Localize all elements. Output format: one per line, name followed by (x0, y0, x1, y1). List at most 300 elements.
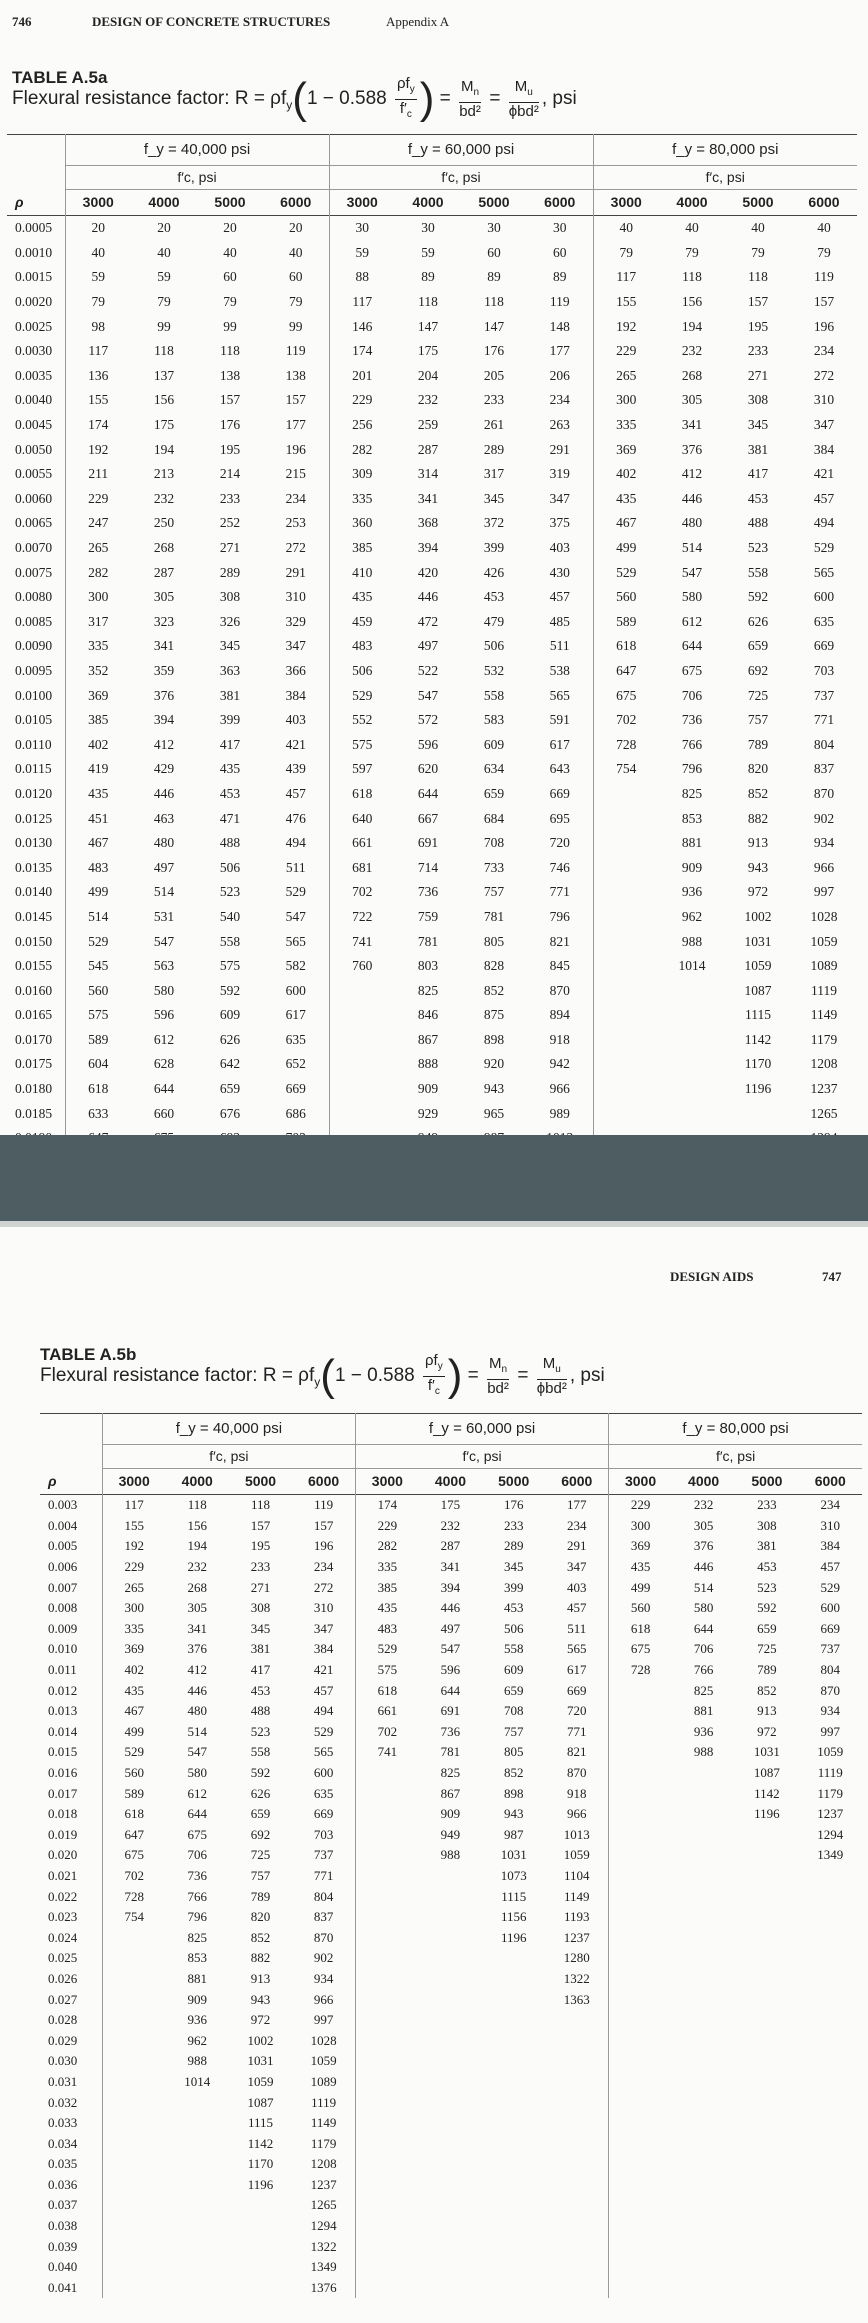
value-cell: 272 (813, 367, 835, 383)
value-cell (609, 2257, 672, 2278)
value-cell: 174 (65, 413, 131, 438)
value-cell (799, 1948, 862, 1969)
value-cell: 59 (157, 269, 171, 285)
table-row (40, 1845, 862, 1866)
value-cell: 157 (250, 1517, 271, 1533)
value-cell (229, 2216, 292, 2237)
value-cell (609, 1804, 672, 1825)
value-cell (166, 2216, 229, 2237)
value-cell: 446 (681, 490, 703, 506)
value-cell: 347 (313, 1620, 334, 1636)
value-cell: 514 (681, 540, 703, 556)
table-row (40, 2133, 862, 2154)
value-cell: 479 (483, 613, 505, 629)
value-cell: 1028 (310, 2032, 337, 2048)
rho-cell: 0.032 (48, 2094, 78, 2110)
value-cell: 949 (440, 1826, 461, 1842)
value-cell (419, 2278, 482, 2299)
value-cell: 118 (682, 269, 702, 285)
value-cell (355, 1804, 418, 1825)
value-cell (355, 2257, 418, 2278)
value-cell: 771 (567, 1723, 587, 1739)
value-cell: 1031 (753, 1744, 780, 1760)
value-cell (659, 1052, 725, 1077)
caption-text: Flexural resistance factor: (40, 1365, 258, 1387)
value-cell: 319 (549, 466, 570, 482)
value-cell (419, 2257, 482, 2278)
table-row (7, 265, 857, 290)
value-cell: 596 (417, 736, 439, 752)
value-cell: 675 (102, 1845, 165, 1866)
value-cell: 457 (313, 1682, 334, 1698)
value-cell: 289 (219, 564, 241, 580)
value-cell: 229 (609, 1495, 672, 1516)
value-cell: 233 (219, 490, 241, 506)
value-cell (355, 2195, 418, 2216)
value-cell: 287 (417, 441, 439, 457)
value-cell: 40 (685, 220, 699, 236)
value-cell: 335 (65, 634, 131, 659)
value-cell: 669 (285, 1081, 306, 1097)
value-cell (419, 2092, 482, 2113)
rho-cell: 0.0020 (15, 294, 53, 310)
value-cell: 335 (329, 487, 395, 512)
value-cell (102, 2154, 165, 2175)
value-cell (482, 2175, 545, 2196)
value-cell: 232 (440, 1517, 461, 1533)
value-cell: 676 (219, 1105, 241, 1121)
table-row (7, 831, 857, 856)
value-cell: 600 (813, 589, 835, 605)
table-row (7, 290, 857, 315)
value-cell (102, 2092, 165, 2113)
value-cell: 412 (153, 736, 175, 752)
value-cell: 1179 (310, 2135, 337, 2151)
rho-cell: 0.019 (48, 1826, 78, 1842)
value-cell: 426 (483, 564, 505, 580)
value-cell: 497 (153, 859, 175, 875)
table-row (7, 880, 857, 905)
table-row (40, 1742, 862, 1763)
value-cell: 529 (820, 1579, 841, 1595)
value-cell: 229 (65, 487, 131, 512)
value-cell: 1196 (500, 1929, 527, 1945)
table-row (40, 2257, 862, 2278)
value-cell: 40 (65, 241, 131, 266)
value-cell (166, 2092, 229, 2113)
value-cell: 684 (483, 810, 505, 826)
value-cell: 310 (813, 392, 835, 408)
value-cell: 618 (355, 1680, 418, 1701)
value-cell: 345 (219, 638, 241, 654)
value-cell (735, 1927, 798, 1948)
value-cell: 635 (285, 1031, 306, 1047)
value-cell (799, 2195, 862, 2216)
value-cell: 215 (285, 466, 306, 482)
rho-cell: 0.0065 (15, 515, 53, 531)
rho-cell: 0.007 (48, 1579, 78, 1595)
value-cell: 565 (285, 933, 306, 949)
value-cell: 514 (693, 1579, 714, 1595)
value-cell: 369 (65, 683, 131, 708)
value-cell (419, 1969, 482, 1990)
value-cell: 20 (223, 220, 237, 236)
value-cell: 789 (757, 1662, 777, 1678)
value-cell: 966 (567, 1806, 587, 1822)
value-cell: 659 (757, 1620, 777, 1636)
value-cell: 1087 (744, 982, 772, 998)
table-row (40, 1680, 862, 1701)
value-cell: 852 (747, 785, 769, 801)
value-cell (672, 2195, 735, 2216)
value-cell: 40 (289, 244, 303, 260)
value-cell: 476 (285, 810, 306, 826)
value-cell (482, 2010, 545, 2031)
value-cell (735, 2216, 798, 2237)
rho-cell: 0.0180 (15, 1081, 53, 1097)
table-row (40, 1969, 862, 1990)
value-cell (545, 2113, 608, 2134)
value-cell: 1349 (817, 1847, 844, 1863)
value-cell: 376 (693, 1538, 714, 1554)
value-cell: 287 (153, 564, 175, 580)
value-cell (355, 1783, 418, 1804)
rho-cell: 0.0115 (15, 761, 52, 777)
value-cell (355, 2030, 418, 2051)
value-cell: 511 (549, 638, 570, 654)
value-cell: 376 (681, 441, 703, 457)
value-cell: 771 (313, 1867, 334, 1883)
value-cell: 870 (567, 1765, 587, 1781)
frac-mu-phibd2: $\frac{M_u}{\text{ϕbd²}}$ (508, 77, 539, 120)
value-cell (545, 2154, 608, 2175)
value-cell (482, 2133, 545, 2154)
value-cell: 417 (747, 466, 769, 482)
value-cell: 265 (102, 1577, 165, 1598)
value-cell: 702 (102, 1866, 165, 1887)
value-cell: 728 (593, 732, 659, 757)
value-cell (166, 2195, 229, 2216)
value-cell (355, 2072, 418, 2093)
value-cell (593, 806, 659, 831)
table-row (7, 1101, 857, 1126)
value-cell: 157 (313, 1517, 334, 1533)
value-cell (355, 2175, 418, 2196)
value-cell: 825 (693, 1682, 714, 1698)
value-cell: 335 (355, 1557, 418, 1578)
value-cell (593, 1077, 659, 1102)
value-cell: 467 (593, 511, 659, 536)
table-a5b (40, 1413, 862, 2298)
page-divider (0, 1135, 868, 1227)
value-cell: 213 (153, 466, 175, 482)
table-row (40, 2195, 862, 2216)
value-cell: 412 (187, 1662, 207, 1678)
value-cell: 435 (102, 1680, 165, 1701)
value-cell (799, 2257, 862, 2278)
value-cell: 592 (250, 1765, 271, 1781)
value-cell (329, 978, 395, 1003)
value-cell (799, 1886, 862, 1907)
value-cell (659, 1003, 725, 1028)
table-row (7, 364, 857, 389)
value-cell: 902 (313, 1950, 334, 1966)
rho-cell: 0.0030 (15, 343, 53, 359)
value-cell: 506 (329, 659, 395, 684)
value-cell: 821 (567, 1744, 587, 1760)
value-cell: 820 (747, 761, 769, 777)
value-cell (735, 1825, 798, 1846)
value-cell (545, 2092, 608, 2113)
value-cell: 300 (609, 1516, 672, 1537)
value-cell: 913 (757, 1703, 777, 1719)
value-cell (419, 2154, 482, 2175)
table-row (7, 241, 857, 266)
value-cell: 565 (313, 1744, 334, 1760)
value-cell: 580 (187, 1765, 207, 1781)
value-cell: 229 (329, 388, 395, 413)
value-cell: 156 (153, 392, 175, 408)
value-cell: 506 (219, 859, 241, 875)
value-cell (482, 2092, 545, 2113)
value-cell: 737 (813, 687, 835, 703)
value-cell: 204 (417, 367, 439, 383)
value-cell: 300 (593, 388, 659, 413)
table-row (40, 1516, 862, 1537)
rho-cell: 0.036 (48, 2176, 78, 2192)
value-cell: 644 (153, 1081, 175, 1097)
rho-cell: 0.030 (48, 2053, 78, 2069)
value-cell: 669 (549, 785, 570, 801)
value-cell: 30 (487, 220, 501, 236)
value-cell: 565 (549, 687, 570, 703)
value-cell: 661 (355, 1701, 418, 1722)
formula-one-minus: 1 − 0.588 (306, 88, 387, 110)
page-747 (0, 1227, 868, 2323)
table-label: TABLE A.5a (12, 68, 108, 87)
value-cell: 580 (153, 982, 175, 998)
table-row (7, 339, 857, 364)
value-cell: 289 (483, 441, 505, 457)
table-row (40, 2216, 862, 2237)
value-cell: 1073 (500, 1867, 527, 1883)
table-row (7, 954, 857, 979)
value-cell (609, 1866, 672, 1887)
value-cell: 804 (313, 1888, 334, 1904)
value-cell: 137 (153, 367, 175, 383)
fc-value-header: 5000 (478, 194, 510, 211)
value-cell (659, 1077, 725, 1102)
value-cell: 399 (483, 540, 505, 556)
value-cell: 453 (757, 1559, 777, 1575)
value-cell: 176 (483, 343, 505, 359)
value-cell (102, 2072, 165, 2093)
rho-cell: 0.0075 (15, 564, 53, 580)
value-cell (609, 2113, 672, 2134)
value-cell: 943 (747, 859, 769, 875)
value-cell: 820 (250, 1909, 271, 1925)
value-cell: 972 (747, 884, 769, 900)
rho-cell: 0.039 (48, 2238, 78, 2254)
value-cell: 692 (250, 1826, 271, 1842)
fc-value-header: 3000 (329, 189, 395, 216)
value-cell: 514 (65, 905, 131, 930)
value-cell: 360 (329, 511, 395, 536)
value-cell: 381 (747, 441, 769, 457)
value-cell: 796 (187, 1909, 207, 1925)
value-cell: 40 (593, 216, 659, 241)
running-head: DESIGN AIDS (670, 1269, 754, 1284)
value-cell: 612 (187, 1785, 207, 1801)
value-cell: 523 (747, 540, 769, 556)
value-cell: 523 (250, 1723, 271, 1739)
value-cell: 644 (681, 638, 703, 654)
value-cell: 335 (593, 413, 659, 438)
value-cell: 192 (102, 1536, 165, 1557)
value-cell: 997 (813, 884, 835, 900)
value-cell (799, 1989, 862, 2010)
value-cell: 272 (313, 1579, 334, 1595)
frac-rho-fy-fc: $\frac{\rho f_y}{f'_c}$ (397, 74, 415, 120)
value-cell: 828 (483, 958, 505, 974)
value-cell: 453 (747, 490, 769, 506)
value-cell: 805 (483, 933, 505, 949)
rho-cell: 0.004 (48, 1517, 78, 1533)
table-row (40, 1639, 862, 1660)
value-cell: 1265 (810, 1105, 838, 1121)
value-cell: 384 (820, 1538, 841, 1554)
value-cell: 1119 (811, 982, 837, 998)
value-cell: 376 (153, 687, 175, 703)
rho-cell: 0.0170 (15, 1031, 53, 1047)
value-cell (609, 1722, 672, 1743)
value-cell: 870 (820, 1682, 841, 1698)
value-cell: 796 (681, 761, 703, 777)
rho-cell: 0.013 (48, 1703, 78, 1719)
value-cell: 206 (549, 367, 570, 383)
value-cell: 1087 (753, 1765, 780, 1781)
value-cell: 420 (417, 564, 439, 580)
value-cell: 99 (289, 318, 303, 334)
value-cell: 766 (187, 1888, 207, 1904)
value-cell: 317 (65, 610, 131, 635)
value-cell: 741 (355, 1742, 418, 1763)
value-cell (799, 2092, 862, 2113)
value-cell: 1013 (563, 1826, 590, 1842)
value-cell (545, 2216, 608, 2237)
value-cell: 174 (355, 1495, 418, 1516)
rho-cell: 0.0085 (15, 613, 53, 629)
value-cell: 421 (813, 466, 835, 482)
value-cell (355, 2236, 418, 2257)
value-cell (799, 2051, 862, 2072)
table-row (7, 732, 857, 757)
value-cell: 929 (417, 1105, 439, 1121)
value-cell: 232 (153, 490, 175, 506)
value-cell (672, 1969, 735, 1990)
value-cell: 308 (747, 392, 769, 408)
rho-cell: 0.024 (48, 1929, 78, 1945)
rho-cell: 0.0140 (15, 884, 53, 900)
value-cell: 1265 (310, 2197, 337, 2213)
value-cell (609, 1907, 672, 1928)
value-cell: 659 (503, 1682, 524, 1698)
rho-cell: 0.020 (48, 1847, 78, 1863)
value-cell: 909 (187, 1991, 207, 2007)
value-cell (609, 1948, 672, 1969)
value-cell: 695 (549, 810, 570, 826)
value-cell: 79 (65, 290, 131, 315)
value-cell: 40 (157, 244, 171, 260)
rho-cell: 0.033 (48, 2115, 78, 2131)
value-cell: 402 (65, 732, 131, 757)
value-cell (609, 1825, 672, 1846)
value-cell: 446 (187, 1682, 207, 1698)
value-cell: 483 (65, 855, 131, 880)
value-cell: 457 (549, 589, 570, 605)
value-cell (545, 2195, 608, 2216)
value-cell: 936 (693, 1723, 714, 1739)
value-cell (672, 2216, 735, 2237)
value-cell: 757 (250, 1867, 271, 1883)
value-cell: 532 (483, 662, 505, 678)
value-cell: 746 (549, 859, 570, 875)
value-cell (419, 1948, 482, 1969)
rho-cell: 0.010 (48, 1641, 78, 1657)
value-cell: 263 (549, 417, 570, 433)
value-cell: 268 (681, 367, 703, 383)
value-cell: 757 (747, 712, 769, 728)
rho-cell: 0.0015 (15, 269, 53, 285)
page-number: 746 (12, 14, 32, 29)
rho-cell: 0.014 (48, 1723, 78, 1739)
fc-label: f′c, psi (355, 1444, 608, 1468)
value-cell: 529 (102, 1742, 165, 1763)
value-cell (545, 2072, 608, 2093)
value-cell: 626 (219, 1031, 241, 1047)
value-cell: 725 (757, 1641, 777, 1657)
value-cell: 552 (329, 708, 395, 733)
table-row (40, 1866, 862, 1887)
value-cell: 261 (483, 417, 505, 433)
value-cell: 1149 (810, 1007, 838, 1023)
value-cell: 394 (440, 1579, 461, 1595)
value-cell: 310 (313, 1600, 334, 1616)
value-cell: 499 (593, 536, 659, 561)
value-cell: 435 (355, 1598, 418, 1619)
formula-r: R = ρf (234, 88, 287, 110)
value-cell: 385 (355, 1577, 418, 1598)
value-cell: 575 (329, 732, 395, 757)
value-cell: 291 (549, 441, 570, 457)
value-cell (672, 2175, 735, 2196)
value-cell: 760 (329, 954, 395, 979)
value-cell: 781 (417, 933, 439, 949)
value-cell (593, 929, 659, 954)
value-cell: 497 (440, 1620, 461, 1636)
value-cell: 529 (355, 1639, 418, 1660)
value-cell: 435 (609, 1557, 672, 1578)
fc-value-header: 3000 (593, 189, 659, 216)
value-cell: 488 (250, 1703, 271, 1719)
value-cell (735, 2133, 798, 2154)
value-cell: 997 (313, 2012, 334, 2028)
value-cell: 1294 (817, 1826, 844, 1842)
value-cell: 176 (219, 417, 241, 433)
value-cell (329, 1101, 395, 1126)
fc-value-header: 5000 (244, 1473, 277, 1490)
value-cell (166, 2278, 229, 2299)
